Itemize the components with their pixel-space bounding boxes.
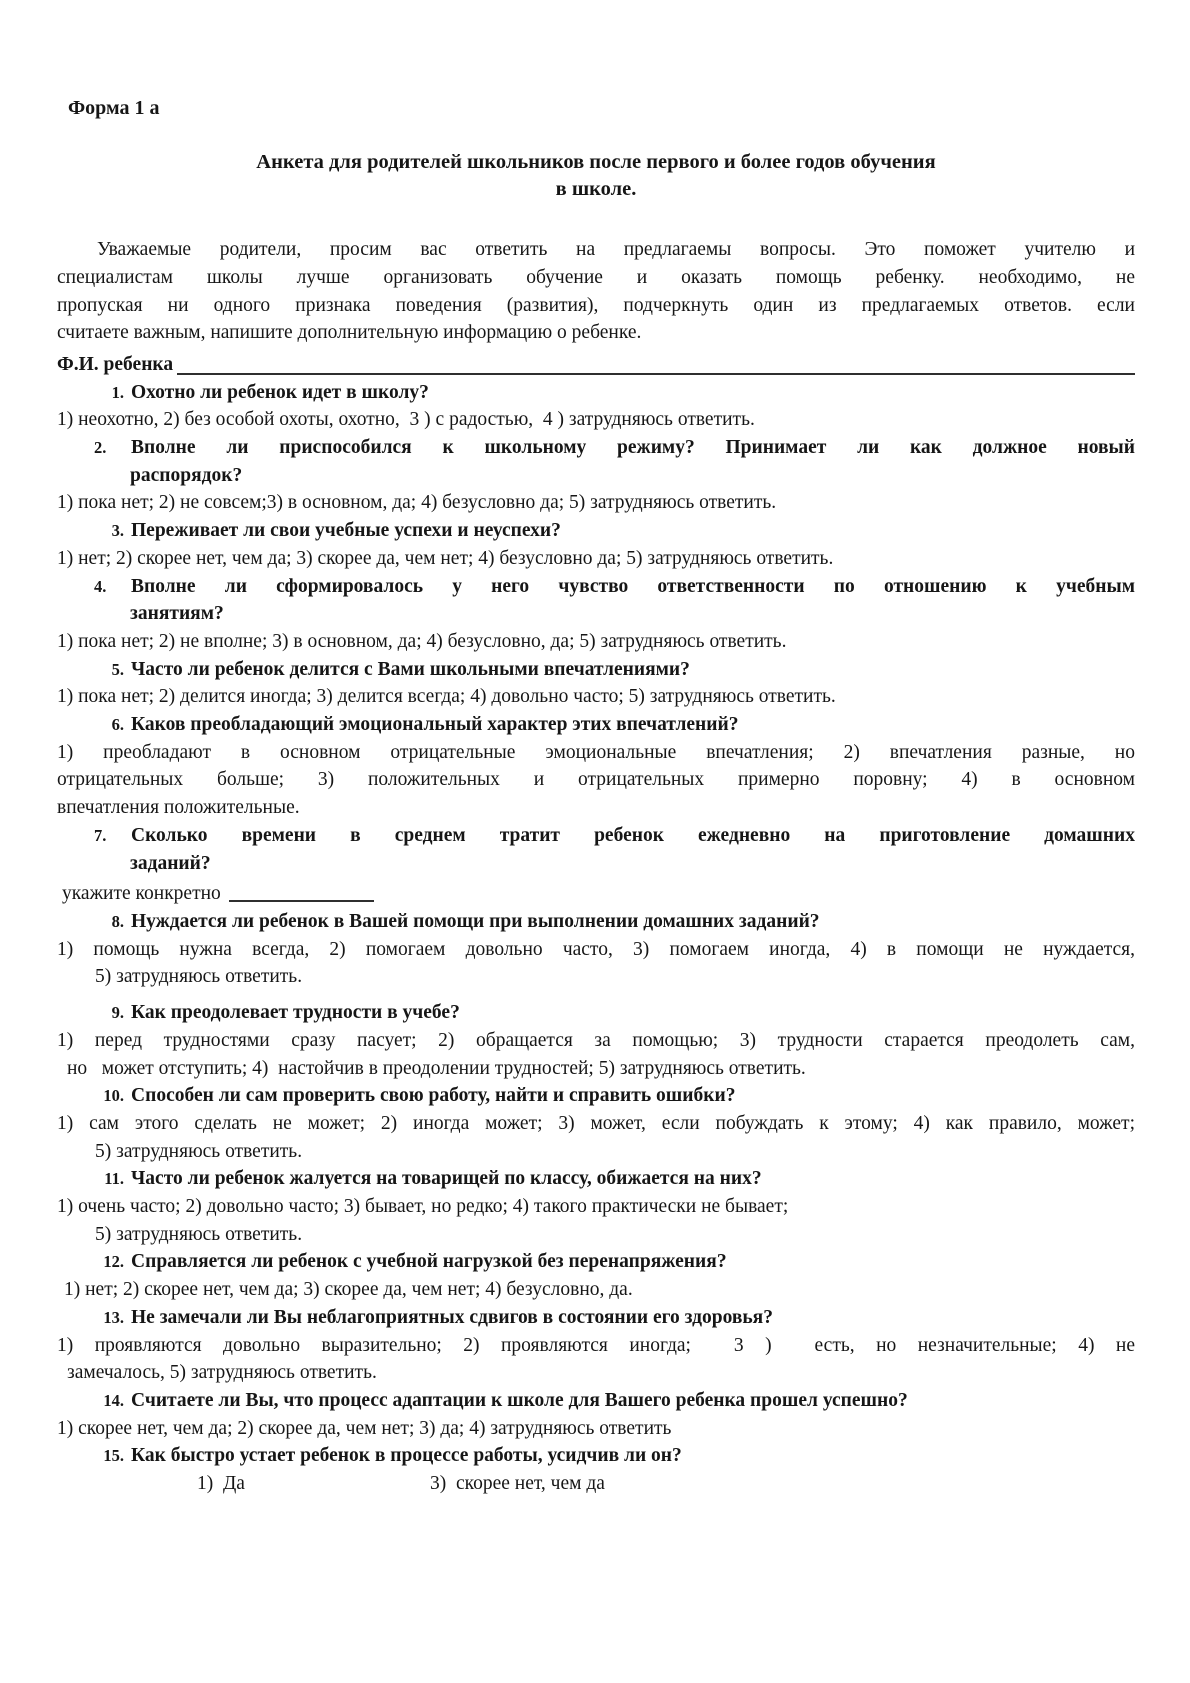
- question-2-number: 2.: [94, 438, 107, 458]
- question-9-heading: [111, 999, 1135, 1027]
- question-12-number: 12.: [103, 1252, 124, 1272]
- question-13-heading: [103, 1304, 1135, 1332]
- question-6-heading: [111, 711, 1135, 739]
- question-3-number: 3.: [111, 521, 124, 541]
- question-8-answer-options: 1) помощь нужна всегда, 2) помогаем довольно часто, 3) помогаем иногда, 4) в помощи не нуждается,: [57, 938, 1135, 960]
- question-5-number: 5.: [111, 659, 124, 679]
- question-10-number: 10.: [103, 1086, 124, 1106]
- question-3-text: Переживает ли свои учебные успехи и неуспехи?: [131, 520, 561, 542]
- question-11-answer-options: 5) затрудняюсь ответить.: [95, 1223, 303, 1245]
- question-7-text-continued: заданий?: [130, 852, 211, 874]
- intro-line: Уважаемые родители, просим вас ответить на предлагаемы вопросы. Это поможет учителю и: [97, 239, 1135, 261]
- question-2-answer-options: 1) пока нет; 2) не совсем;3) в основном, да; 4) безусловно да; 5) затрудняюсь ответить.: [57, 492, 777, 514]
- question-7-note-label: укажите конкретно: [62, 883, 221, 905]
- question-10-answer-options: 5) затрудняюсь ответить.: [95, 1140, 303, 1162]
- question-10-text: Способен ли сам проверить свою работу, найти и справить ошибки?: [131, 1085, 736, 1107]
- question-13-text: Не замечали ли Вы неблагоприятных сдвигов в состоянии его здоровья?: [131, 1306, 773, 1328]
- question-9-answer-options: но может отступить; 4) настойчив в преодолении трудностей; 5) затрудняюсь ответить.: [67, 1057, 806, 1079]
- question-5-text: Часто ли ребенок делится с Вами школьными впечатлениями?: [131, 658, 690, 680]
- question-11-text: Часто ли ребенок жалуется на товарищей по классу, обижается на них?: [131, 1168, 762, 1190]
- question-8-heading: [111, 908, 1135, 936]
- question-12-heading: [103, 1248, 1135, 1276]
- question-11-heading: [104, 1165, 1135, 1193]
- question-9-number: 9.: [111, 1003, 124, 1023]
- question-7-note-row: [57, 877, 1135, 908]
- question-15-answer-option: 3) скорее нет, чем да: [429, 1473, 605, 1495]
- question-7-number: 7.: [94, 825, 107, 845]
- question-4-heading: [94, 573, 1135, 601]
- intro-line: пропуская ни одного признака поведения (развития), подчеркнуть один из предлагаемых ответов. если: [57, 294, 1135, 316]
- question-3-answer-options: 1) нет; 2) скорее нет, чем да; 3) скорее да, чем нет; 4) безусловно да; 5) затрудняюсь ответить.: [57, 547, 834, 569]
- document-title: [57, 149, 1135, 204]
- intro-line: специалистам школы лучше организовать обучение и оказать помощь ребенку. необходимо, не: [57, 266, 1135, 288]
- question-8-number: 8.: [111, 911, 124, 931]
- question-9-answer-options: 1) перед трудностями сразу пасует; 2) обращается за помощью; 3) трудности старается преодолеть сам,: [57, 1029, 1135, 1051]
- question-15-answer-options: [57, 1470, 1135, 1498]
- intro-paragraph: [57, 236, 1135, 347]
- question-10-heading: [103, 1082, 1135, 1110]
- questions-list: [57, 379, 1135, 1498]
- question-15-number: 15.: [103, 1446, 124, 1466]
- question-6-number: 6.: [111, 715, 124, 735]
- question-5-answer-options: 1) пока нет; 2) делится иногда; 3) делится всегда; 4) довольно часто; 5) затрудняюсь ответить.: [57, 686, 836, 708]
- question-12-text: Справляется ли ребенок с учебной нагрузкой без перенапряжения?: [131, 1251, 727, 1273]
- question-2-text: Вполне ли приспособился к школьному режиму? Принимает ли как должное новый: [131, 437, 1135, 459]
- question-4-answer-options: 1) пока нет; 2) не вполне; 3) в основном, да; 4) безусловно, да; 5) затрудняюсь ответить.: [57, 630, 787, 652]
- question-6-answer-options: 1) преобладают в основном отрицательные эмоциональные впечатления; 2) впечатления разные, но: [57, 741, 1135, 763]
- question-10-answer-options: 1) сам этого сделать не может; 2) иногда может; 3) может, если побуждать к этому; 4) как правило, может;: [57, 1112, 1135, 1134]
- question-4-number: 4.: [94, 576, 107, 596]
- question-4-text-continued: занятиям?: [130, 603, 224, 625]
- question-2-text-continued: распорядок?: [130, 464, 243, 486]
- question-1-number: 1.: [111, 382, 124, 402]
- question-1-answer-options: 1) неохотно, 2) без особой охоты, охотно, 3 ) с радостью, 4 ) затрудняюсь ответить.: [57, 409, 755, 431]
- title-line-2: в школе.: [555, 178, 637, 201]
- question-2-heading: [94, 434, 1135, 462]
- question-7-note-blank-line: [229, 880, 374, 902]
- question-6-answer-options: отрицательных больше; 3) положительных и отрицательных примерно поровну; 4) в основном: [57, 769, 1135, 791]
- question-6-text: Каков преобладающий эмоциональный характер этих впечатлений?: [131, 714, 739, 736]
- question-13-answer-options: замечалось, 5) затрудняюсь ответить.: [67, 1362, 377, 1384]
- name-field-label: Ф.И. ребенка: [57, 353, 174, 375]
- question-14-number: 14.: [103, 1390, 124, 1410]
- question-1-text: Охотно ли ребенок идет в школу?: [131, 381, 429, 403]
- question-4-text: Вполне ли сформировалось у него чувство ответственности по отношению к учебным: [131, 575, 1135, 597]
- question-9-text: Как преодолевает трудности в учебе?: [131, 1002, 460, 1024]
- question-14-text: Считаете ли Вы, что процесс адаптации к школе для Вашего ребенка прошел успешно?: [131, 1389, 908, 1411]
- question-13-answer-options: 1) проявляются довольно выразительно; 2) проявляются иногда; 3 ) есть, но незначительные; 4) не: [57, 1334, 1135, 1356]
- question-15-text: Как быстро устает ребенок в процессе работы, усидчив ли он?: [131, 1445, 682, 1467]
- form-label: Форма 1 а: [68, 97, 160, 119]
- question-5-heading: [111, 656, 1135, 684]
- question-14-answer-options: 1) скорее нет, чем да; 2) скорее да, чем нет; 3) да; 4) затрудняюсь ответить: [57, 1417, 672, 1439]
- question-15-heading: [103, 1442, 1135, 1470]
- question-8-answer-options: 5) затрудняюсь ответить.: [95, 966, 303, 988]
- question-7-text: Сколько времени в среднем тратит ребенок ежедневно на приготовление домашних: [131, 824, 1135, 846]
- question-11-number: 11.: [104, 1169, 124, 1189]
- question-3-heading: [111, 517, 1135, 545]
- question-15-answer-option: 1) Да: [197, 1473, 245, 1495]
- question-13-number: 13.: [103, 1307, 124, 1327]
- question-6-answer-options: впечатления положительные.: [57, 797, 300, 819]
- question-7-heading: [94, 822, 1135, 850]
- intro-line: считаете важным, напишите дополнительную информацию о ребенке.: [57, 322, 642, 344]
- question-12-answer-options: 1) нет; 2) скорее нет, чем да; 3) скорее да, чем нет; 4) безусловно, да.: [64, 1279, 633, 1301]
- question-8-text: Нуждается ли ребенок в Вашей помощи при выполнении домашних заданий?: [131, 910, 820, 932]
- name-field-row: [57, 351, 1135, 379]
- question-14-heading: [103, 1387, 1135, 1415]
- question-1-heading: [111, 379, 1135, 407]
- title-line-1: Анкета для родителей школьников после первого и более годов обучения: [256, 150, 936, 173]
- question-11-answer-options: 1) очень часто; 2) довольно часто; 3) бывает, но редко; 4) такого практически не бывает;: [57, 1196, 789, 1218]
- name-field-blank-line: [177, 351, 1135, 375]
